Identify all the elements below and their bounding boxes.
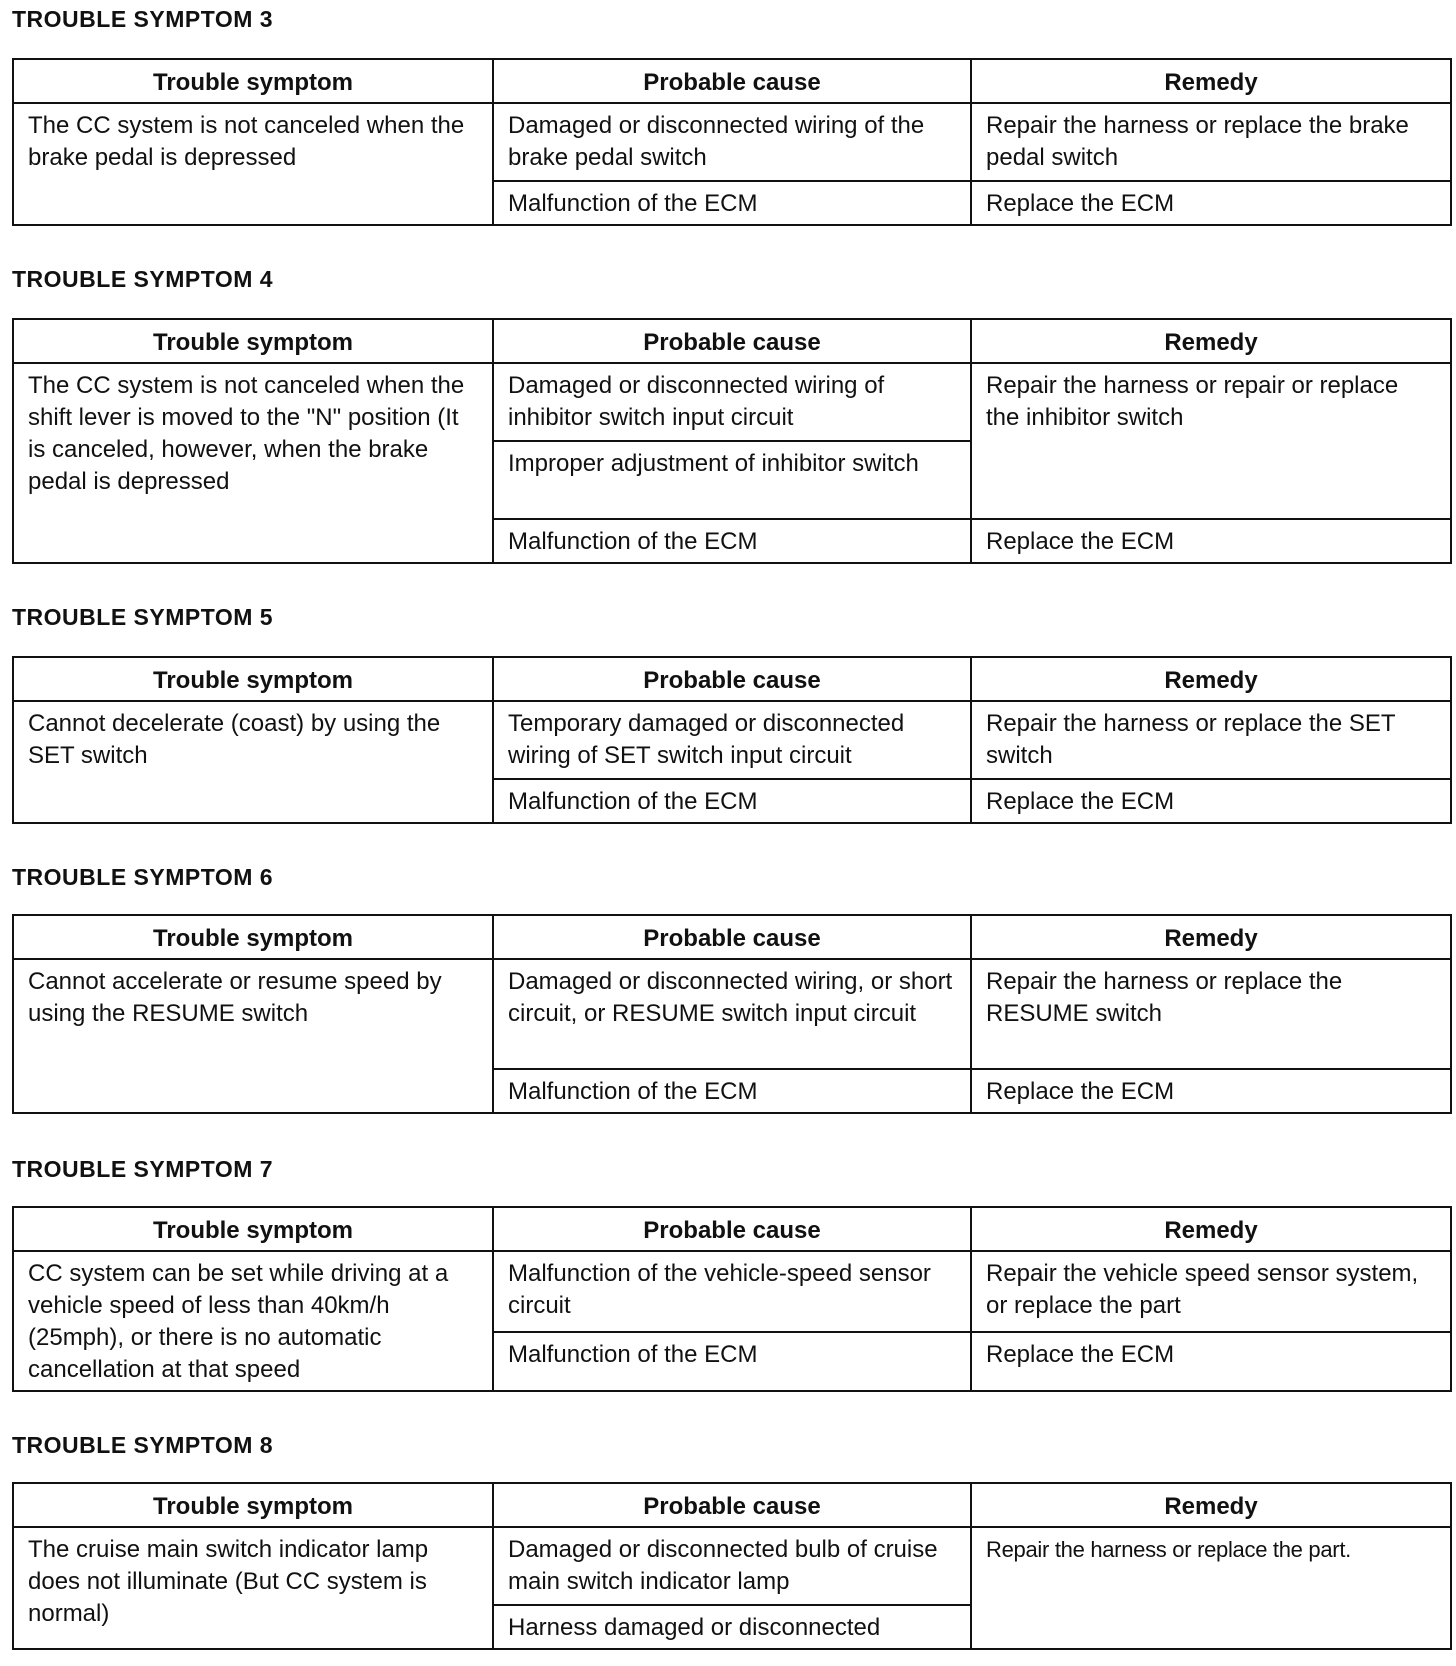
trouble-table	[12, 318, 1452, 564]
trouble-table	[12, 58, 1452, 226]
remedy-cell: Repair the harness or replace the SET switch	[971, 701, 1451, 779]
header-trouble-symptom: Trouble symptom	[13, 319, 493, 363]
cause-cell: Harness damaged or disconnected	[493, 1605, 971, 1649]
table-header-row	[13, 1483, 1451, 1527]
header-remedy: Remedy	[971, 915, 1451, 959]
trouble-table	[12, 1482, 1452, 1650]
header-remedy: Remedy	[971, 1207, 1451, 1251]
table-row	[13, 959, 1451, 1069]
header-probable-cause: Probable cause	[493, 319, 971, 363]
symptom-cell: Cannot decelerate (coast) by using the SET switch	[13, 701, 493, 823]
header-remedy: Remedy	[971, 59, 1451, 103]
cause-cell: Improper adjustment of inhibitor switch	[493, 441, 971, 519]
section-title: TROUBLE SYMPTOM 4	[12, 266, 274, 292]
table-header-row	[13, 59, 1451, 103]
table-row	[13, 701, 1451, 779]
cause-cell: Damaged or disconnected bulb of cruise main switch indicator lamp	[493, 1527, 971, 1605]
header-trouble-symptom: Trouble symptom	[13, 657, 493, 701]
header-remedy: Remedy	[971, 319, 1451, 363]
remedy-cell: Repair the vehicle speed sensor system, or replace the part	[971, 1251, 1451, 1332]
remedy-cell: Replace the ECM	[971, 1332, 1451, 1391]
header-probable-cause: Probable cause	[493, 1483, 971, 1527]
table-header-row	[13, 915, 1451, 959]
header-trouble-symptom: Trouble symptom	[13, 1483, 493, 1527]
trouble-table	[12, 656, 1452, 824]
table-row	[13, 1251, 1451, 1332]
cause-cell: Malfunction of the ECM	[493, 181, 971, 225]
header-trouble-symptom: Trouble symptom	[13, 59, 493, 103]
header-trouble-symptom: Trouble symptom	[13, 1207, 493, 1251]
cause-cell: Malfunction of the vehicle-speed sensor circuit	[493, 1251, 971, 1332]
symptom-cell: The cruise main switch indicator lamp does not illuminate (But CC system is normal)	[13, 1527, 493, 1649]
section-title: TROUBLE SYMPTOM 3	[12, 6, 274, 32]
section-title: TROUBLE SYMPTOM 6	[12, 864, 274, 890]
header-trouble-symptom: Trouble symptom	[13, 915, 493, 959]
remedy-cell: Replace the ECM	[971, 519, 1451, 563]
table-header-row	[13, 319, 1451, 363]
table-row	[13, 363, 1451, 441]
symptom-cell: The CC system is not canceled when the shift lever is moved to the "N" position (It is canceled, however, when the brake pedal is depressed	[13, 363, 493, 563]
remedy-cell: Replace the ECM	[971, 181, 1451, 225]
header-remedy: Remedy	[971, 657, 1451, 701]
trouble-table	[12, 1206, 1452, 1392]
remedy-cell: Repair the harness or replace the part.	[971, 1527, 1451, 1649]
remedy-cell: Repair the harness or repair or replace the inhibitor switch	[971, 363, 1451, 519]
cause-cell: Malfunction of the ECM	[493, 779, 971, 823]
header-remedy: Remedy	[971, 1483, 1451, 1527]
table-row	[13, 103, 1451, 181]
section-title: TROUBLE SYMPTOM 7	[12, 1156, 274, 1182]
section-title: TROUBLE SYMPTOM 5	[12, 604, 274, 630]
cause-cell: Damaged or disconnected wiring, or short circuit, or RESUME switch input circuit	[493, 959, 971, 1069]
remedy-cell: Repair the harness or replace the RESUME switch	[971, 959, 1451, 1069]
remedy-cell: Repair the harness or replace the brake pedal switch	[971, 103, 1451, 181]
remedy-cell: Replace the ECM	[971, 779, 1451, 823]
header-probable-cause: Probable cause	[493, 59, 971, 103]
symptom-cell: The CC system is not canceled when the brake pedal is depressed	[13, 103, 493, 225]
cause-cell: Malfunction of the ECM	[493, 519, 971, 563]
table-header-row	[13, 657, 1451, 701]
cause-cell: Damaged or disconnected wiring of the brake pedal switch	[493, 103, 971, 181]
symptom-cell: CC system can be set while driving at a vehicle speed of less than 40km/h (25mph), or there is no automatic cancellation at that speed	[13, 1251, 493, 1391]
table-header-row	[13, 1207, 1451, 1251]
cause-cell: Malfunction of the ECM	[493, 1332, 971, 1391]
header-probable-cause: Probable cause	[493, 657, 971, 701]
header-probable-cause: Probable cause	[493, 1207, 971, 1251]
symptom-cell: Cannot accelerate or resume speed by using the RESUME switch	[13, 959, 493, 1113]
remedy-cell: Replace the ECM	[971, 1069, 1451, 1113]
cause-cell: Malfunction of the ECM	[493, 1069, 971, 1113]
cause-cell: Temporary damaged or disconnected wiring of SET switch input circuit	[493, 701, 971, 779]
section-title: TROUBLE SYMPTOM 8	[12, 1432, 274, 1458]
table-row	[13, 1527, 1451, 1605]
trouble-table	[12, 914, 1452, 1114]
cause-cell: Damaged or disconnected wiring of inhibitor switch input circuit	[493, 363, 971, 441]
header-probable-cause: Probable cause	[493, 915, 971, 959]
